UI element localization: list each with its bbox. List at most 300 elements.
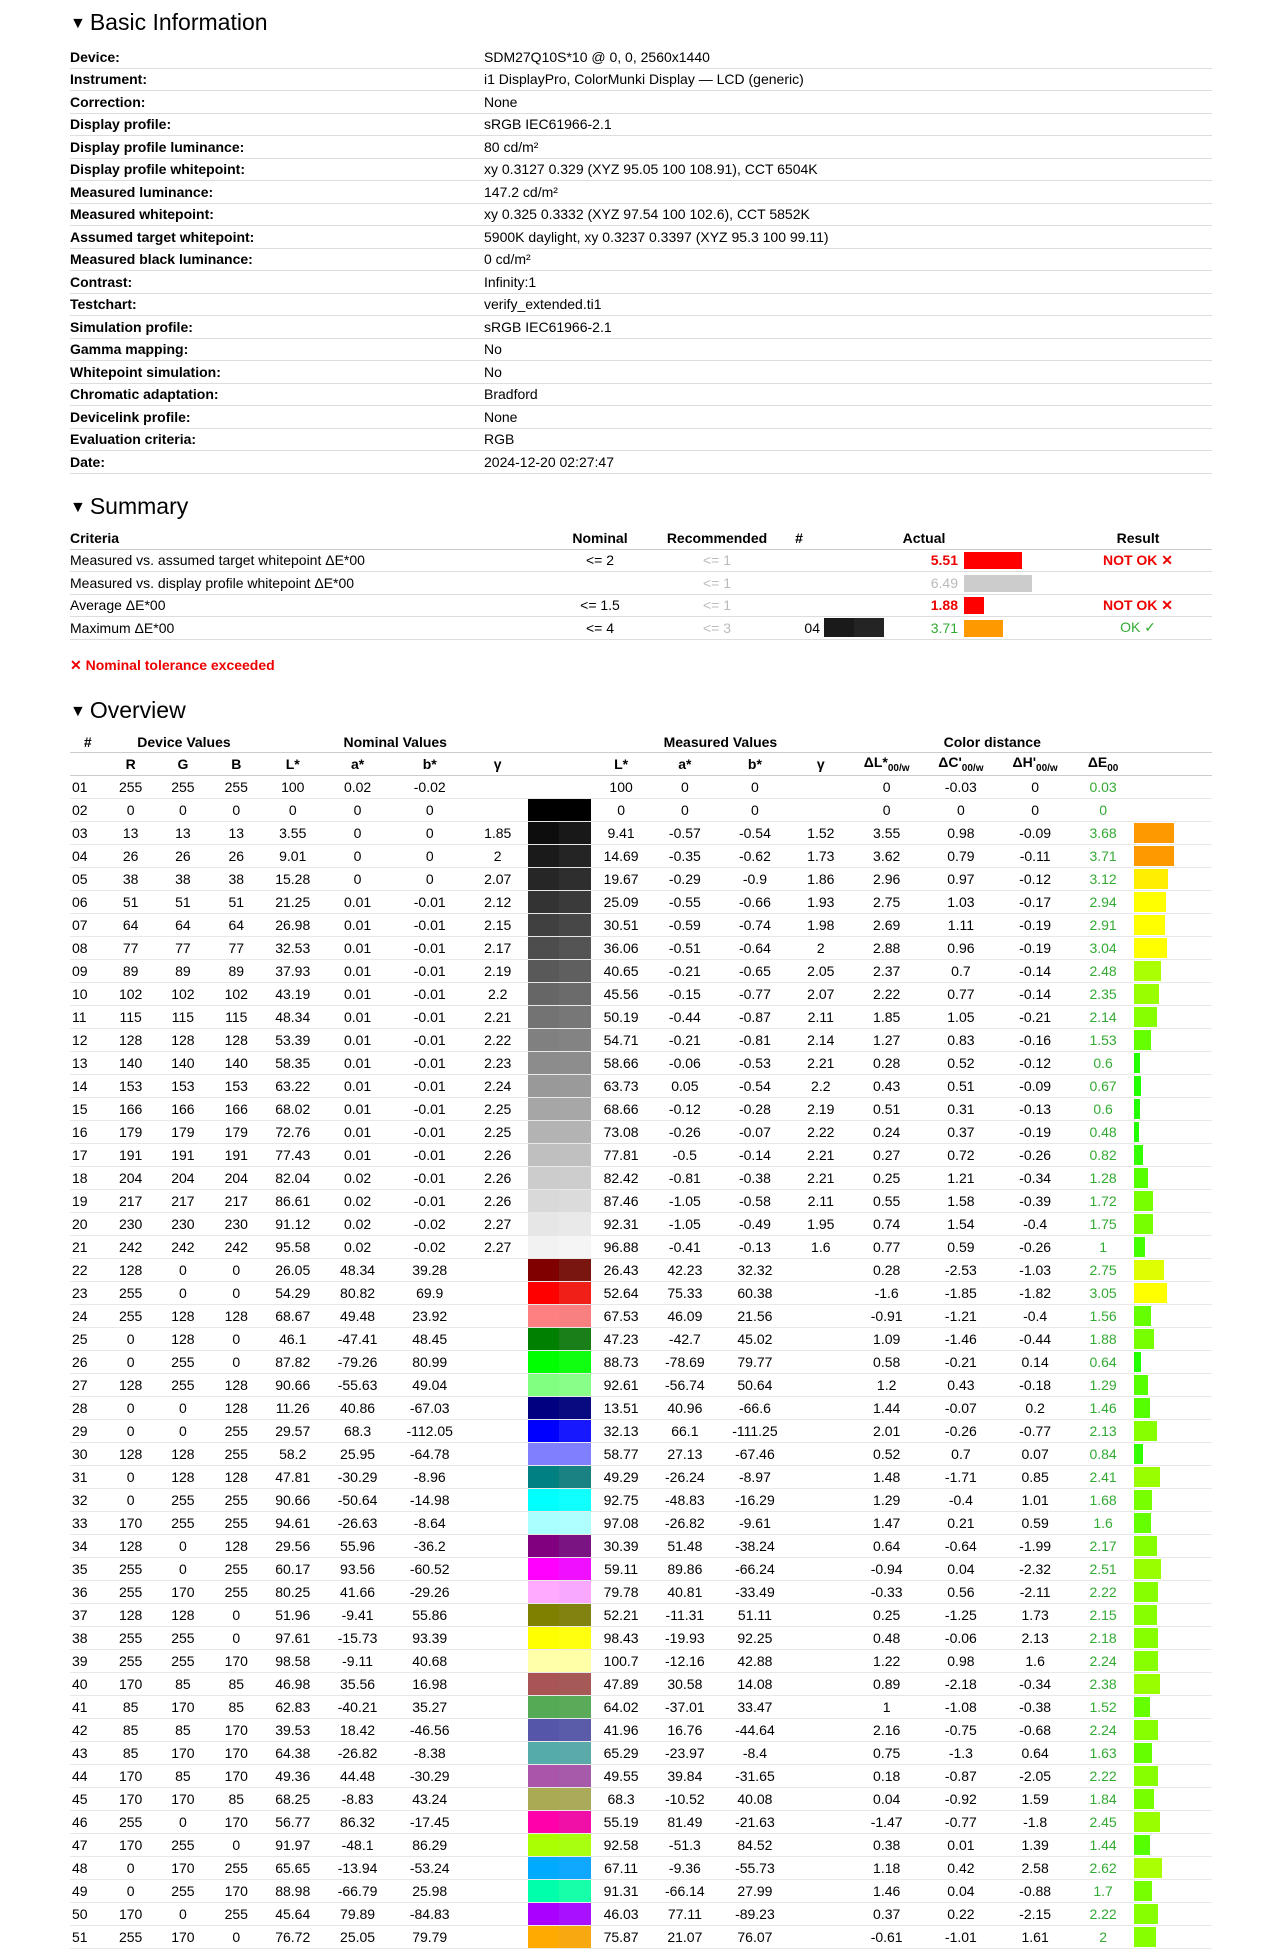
nominal-l: 68.02 xyxy=(262,1097,323,1120)
overview-heading[interactable] xyxy=(70,688,1212,732)
device-g: 0 xyxy=(156,1281,210,1304)
nominal-gamma: 2.15 xyxy=(467,913,528,936)
measured-l: 68.66 xyxy=(591,1097,652,1120)
summary-bar xyxy=(964,620,1003,637)
delta-h: 1.39 xyxy=(999,1833,1072,1856)
delta-e-bar xyxy=(1134,1306,1151,1326)
measured-swatch xyxy=(559,1626,590,1649)
delta-c: 1.11 xyxy=(923,913,998,936)
device-b: 0 xyxy=(210,798,262,821)
delta-e: 3.71 xyxy=(1072,844,1135,867)
collapse-triangle-icon[interactable]: ▼ xyxy=(70,15,86,32)
measured-gamma xyxy=(792,1580,851,1603)
nominal-swatch xyxy=(528,1373,559,1396)
measured-l: 88.73 xyxy=(591,1350,652,1373)
row-num: 32 xyxy=(70,1488,106,1511)
delta-l: 2.01 xyxy=(850,1419,923,1442)
nominal-swatch-patch xyxy=(528,1903,559,1925)
nominal-l: 26.98 xyxy=(262,913,323,936)
row-num: 23 xyxy=(70,1281,106,1304)
device-g: 170 xyxy=(156,1741,210,1764)
nominal-b: -0.01 xyxy=(392,1189,467,1212)
measured-b: 27.99 xyxy=(718,1879,791,1902)
delta-h: 0.14 xyxy=(999,1350,1072,1373)
delta-l: 1 xyxy=(850,1695,923,1718)
device-g: 255 xyxy=(156,1833,210,1856)
measured-a: 21.07 xyxy=(651,1925,718,1948)
nominal-swatch-patch xyxy=(528,845,559,867)
info-row xyxy=(70,46,1212,68)
measured-l: 13.51 xyxy=(591,1396,652,1419)
nominal-a: 0.01 xyxy=(323,1120,392,1143)
delta-e: 2.15 xyxy=(1072,1603,1135,1626)
measured-a: -0.5 xyxy=(651,1143,718,1166)
nominal-gamma: 2.12 xyxy=(467,890,528,913)
nominal-swatch xyxy=(528,1925,559,1948)
delta-c: 0.42 xyxy=(923,1856,998,1879)
summary-bar-cell xyxy=(964,549,1064,572)
overview-row xyxy=(70,1051,1212,1074)
overview-row xyxy=(70,844,1212,867)
delta-e-bar xyxy=(1134,1421,1157,1441)
measured-a: -66.14 xyxy=(651,1879,718,1902)
measured-swatch-patch xyxy=(559,1420,590,1442)
nominal-swatch xyxy=(528,1304,559,1327)
delta-e-bar xyxy=(1134,1904,1158,1924)
device-r: 38 xyxy=(106,867,156,890)
nominal-b: 39.28 xyxy=(392,1258,467,1281)
delta-e-bar xyxy=(1134,1881,1152,1901)
nominal-swatch xyxy=(528,982,559,1005)
delta-e: 3.04 xyxy=(1072,936,1135,959)
delta-e-bar xyxy=(1134,1858,1162,1878)
measured-swatch xyxy=(559,1419,590,1442)
delta-c: -1.08 xyxy=(923,1695,998,1718)
measured-swatch xyxy=(559,1511,590,1534)
row-num: 29 xyxy=(70,1419,106,1442)
measured-swatch-patch xyxy=(559,799,590,821)
measured-swatch xyxy=(559,1327,590,1350)
delta-e-bar xyxy=(1134,1789,1154,1809)
summary-nominal-header: Nominal xyxy=(540,528,660,550)
nominal-swatch xyxy=(528,936,559,959)
device-g: 191 xyxy=(156,1143,210,1166)
nominal-gamma xyxy=(467,1511,528,1534)
delta-e: 0.67 xyxy=(1072,1074,1135,1097)
nominal-swatch xyxy=(528,1005,559,1028)
delta-e-bar-cell xyxy=(1134,1396,1212,1419)
delta-e-bar xyxy=(1134,915,1165,935)
delta-e: 1.84 xyxy=(1072,1787,1135,1810)
sub-header-bar xyxy=(1134,752,1212,775)
device-b: 255 xyxy=(210,1442,262,1465)
nominal-swatch xyxy=(528,1695,559,1718)
device-g: 0 xyxy=(156,1557,210,1580)
delta-h: 2.58 xyxy=(999,1856,1072,1879)
summary-num-header: # xyxy=(774,528,824,550)
basic-information-table xyxy=(70,46,1212,474)
delta-h: -0.38 xyxy=(999,1695,1072,1718)
measured-swatch xyxy=(559,1350,590,1373)
info-value: No xyxy=(484,361,1212,384)
measured-l: 30.39 xyxy=(591,1534,652,1557)
device-r: 242 xyxy=(106,1235,156,1258)
overview-row xyxy=(70,936,1212,959)
measured-a: 81.49 xyxy=(651,1810,718,1833)
delta-c: 1.05 xyxy=(923,1005,998,1028)
device-g: 128 xyxy=(156,1603,210,1626)
nominal-swatch-patch xyxy=(528,1535,559,1557)
delta-h: -0.44 xyxy=(999,1327,1072,1350)
collapse-triangle-icon[interactable]: ▼ xyxy=(70,498,86,516)
delta-e-bar xyxy=(1134,984,1159,1004)
nominal-l: 39.53 xyxy=(262,1718,323,1741)
delta-l: 0.38 xyxy=(850,1833,923,1856)
sub-header-nominal-gamma: γ xyxy=(467,752,528,775)
nominal-l: 11.26 xyxy=(262,1396,323,1419)
measured-swatch-patch xyxy=(559,960,590,982)
info-key: Display profile luminance: xyxy=(70,136,484,159)
info-key: Measured whitepoint: xyxy=(70,203,484,226)
nominal-l: 43.19 xyxy=(262,982,323,1005)
nominal-swatch-patch xyxy=(528,1466,559,1488)
nominal-a: 0.02 xyxy=(323,1166,392,1189)
delta-h: -0.13 xyxy=(999,1097,1072,1120)
device-r: 170 xyxy=(106,1787,156,1810)
delta-e-bar xyxy=(1134,1076,1141,1096)
nominal-swatch-patch xyxy=(528,1627,559,1649)
row-num: 35 xyxy=(70,1557,106,1580)
info-value: xy 0.325 0.3332 (XYZ 97.54 100 102.6), CCT 5852K xyxy=(484,203,1212,226)
measured-a: -26.82 xyxy=(651,1511,718,1534)
delta-e-bar xyxy=(1134,1467,1160,1487)
measured-l: 100.7 xyxy=(591,1649,652,1672)
delta-h: 2.13 xyxy=(999,1626,1072,1649)
measured-a: 0.05 xyxy=(651,1074,718,1097)
measured-gamma xyxy=(792,1465,851,1488)
nominal-tolerance-message: ✕ Nominal tolerance exceeded xyxy=(70,656,275,673)
nominal-swatch xyxy=(528,1327,559,1350)
delta-c: -1.01 xyxy=(923,1925,998,1948)
device-g: 85 xyxy=(156,1672,210,1695)
measured-l: 92.31 xyxy=(591,1212,652,1235)
nominal-a: 0.01 xyxy=(323,1005,392,1028)
nominal-gamma xyxy=(467,1557,528,1580)
measured-gamma xyxy=(792,1534,851,1557)
nominal-swatch-patch xyxy=(528,1489,559,1511)
device-b: 0 xyxy=(210,1350,262,1373)
device-b: 89 xyxy=(210,959,262,982)
nominal-swatch-patch xyxy=(528,1673,559,1695)
measured-a: 89.86 xyxy=(651,1557,718,1580)
measured-swatch-patch xyxy=(559,1880,590,1902)
device-r: 128 xyxy=(106,1603,156,1626)
delta-h: -0.12 xyxy=(999,867,1072,890)
nominal-a: -26.63 xyxy=(323,1511,392,1534)
delta-c: -2.18 xyxy=(923,1672,998,1695)
delta-e-bar-cell xyxy=(1134,1442,1212,1465)
delta-e: 1.56 xyxy=(1072,1304,1135,1327)
measured-b: 21.56 xyxy=(718,1304,791,1327)
device-g: 170 xyxy=(156,1787,210,1810)
nominal-swatch xyxy=(528,1396,559,1419)
delta-h: -0.77 xyxy=(999,1419,1072,1442)
measured-l: 77.81 xyxy=(591,1143,652,1166)
delta-l: 0.25 xyxy=(850,1166,923,1189)
summary-actual: 5.51 xyxy=(884,549,964,572)
device-g: 255 xyxy=(156,1350,210,1373)
delta-c: 0.7 xyxy=(923,959,998,982)
nominal-l: 58.2 xyxy=(262,1442,323,1465)
measured-swatch-patch xyxy=(559,1006,590,1028)
row-num: 18 xyxy=(70,1166,106,1189)
device-g: 255 xyxy=(156,1488,210,1511)
delta-e-bar xyxy=(1134,1444,1143,1464)
delta-l: 0.28 xyxy=(850,1258,923,1281)
delta-e: 1.52 xyxy=(1072,1695,1135,1718)
measured-gamma: 1.98 xyxy=(792,913,851,936)
row-num: 47 xyxy=(70,1833,106,1856)
nominal-a: 0 xyxy=(323,821,392,844)
sub-header-empty xyxy=(70,752,106,775)
delta-e-bar xyxy=(1134,1743,1152,1763)
device-g: 51 xyxy=(156,890,210,913)
overview-row xyxy=(70,1143,1212,1166)
delta-e-bar-cell xyxy=(1134,1327,1212,1350)
nominal-a: 0.01 xyxy=(323,1097,392,1120)
delta-c: 0.31 xyxy=(923,1097,998,1120)
measured-a: -0.21 xyxy=(651,959,718,982)
row-num: 38 xyxy=(70,1626,106,1649)
nominal-a: 48.34 xyxy=(323,1258,392,1281)
info-row xyxy=(70,361,1212,384)
nominal-gamma xyxy=(467,1787,528,1810)
measured-b: -0.49 xyxy=(718,1212,791,1235)
overview-heading-text: Overview xyxy=(89,696,186,723)
measured-a: -51.3 xyxy=(651,1833,718,1856)
row-num: 48 xyxy=(70,1856,106,1879)
device-b: 170 xyxy=(210,1718,262,1741)
device-b: 204 xyxy=(210,1166,262,1189)
measured-swatch xyxy=(559,1028,590,1051)
measured-swatch-patch xyxy=(559,1052,590,1074)
summary-num xyxy=(774,572,824,595)
overview-row xyxy=(70,1741,1212,1764)
delta-l: 2.16 xyxy=(850,1718,923,1741)
device-r: 0 xyxy=(106,1396,156,1419)
measured-a: -37.01 xyxy=(651,1695,718,1718)
delta-l: 2.22 xyxy=(850,982,923,1005)
measured-swatch xyxy=(559,1074,590,1097)
measured-a: 66.1 xyxy=(651,1419,718,1442)
nominal-gamma: 2 xyxy=(467,844,528,867)
device-g: 255 xyxy=(156,1511,210,1534)
delta-h: -0.39 xyxy=(999,1189,1072,1212)
measured-gamma: 1.6 xyxy=(792,1235,851,1258)
summary-swatch-header xyxy=(824,528,884,550)
measured-l: 47.89 xyxy=(591,1672,652,1695)
device-g: 89 xyxy=(156,959,210,982)
info-row xyxy=(70,226,1212,249)
nominal-a: -15.73 xyxy=(323,1626,392,1649)
row-num: 13 xyxy=(70,1051,106,1074)
measured-gamma: 1.93 xyxy=(792,890,851,913)
measured-gamma: 2.11 xyxy=(792,1005,851,1028)
bar-header xyxy=(1134,732,1212,753)
summary-bar xyxy=(964,552,1022,569)
measured-a: -23.97 xyxy=(651,1741,718,1764)
measured-swatch-patch xyxy=(559,1604,590,1626)
measured-gamma: 2.07 xyxy=(792,982,851,1005)
measured-swatch-patch xyxy=(559,1029,590,1051)
nominal-swatch-patch xyxy=(528,799,559,821)
overview-row xyxy=(70,913,1212,936)
measured-gamma: 1.86 xyxy=(792,867,851,890)
nominal-swatch xyxy=(528,1787,559,1810)
nominal-swatch xyxy=(528,775,559,798)
device-b: 0 xyxy=(210,1925,262,1948)
measured-gamma: 1.73 xyxy=(792,844,851,867)
delta-l: 0.28 xyxy=(850,1051,923,1074)
device-r: 153 xyxy=(106,1074,156,1097)
device-g: 255 xyxy=(156,1373,210,1396)
delta-e: 2.18 xyxy=(1072,1626,1135,1649)
measured-b: -0.77 xyxy=(718,982,791,1005)
nominal-l: 88.98 xyxy=(262,1879,323,1902)
nominal-a: -79.26 xyxy=(323,1350,392,1373)
device-g: 0 xyxy=(156,798,210,821)
measured-b: -66.24 xyxy=(718,1557,791,1580)
delta-e-bar-cell xyxy=(1134,1097,1212,1120)
measured-l: 50.19 xyxy=(591,1005,652,1028)
device-g: 255 xyxy=(156,1626,210,1649)
delta-l: 1.27 xyxy=(850,1028,923,1051)
delta-c: 0.98 xyxy=(923,1649,998,1672)
measured-a: 46.09 xyxy=(651,1304,718,1327)
nominal-a: -48.1 xyxy=(323,1833,392,1856)
nominal-l: 45.64 xyxy=(262,1902,323,1925)
delta-e-bar-cell xyxy=(1134,1856,1212,1879)
nominal-a: -50.64 xyxy=(323,1488,392,1511)
measured-swatch-patch xyxy=(559,1627,590,1649)
overview-row xyxy=(70,1189,1212,1212)
measured-swatch xyxy=(559,1856,590,1879)
measured-gamma xyxy=(792,1695,851,1718)
row-num: 49 xyxy=(70,1879,106,1902)
measured-a: -0.59 xyxy=(651,913,718,936)
summary-actual: 1.88 xyxy=(884,594,964,617)
delta-e: 1 xyxy=(1072,1235,1135,1258)
overview-row xyxy=(70,1396,1212,1419)
nominal-l: 91.97 xyxy=(262,1833,323,1856)
basic-information-heading[interactable] xyxy=(70,0,1212,44)
delta-c: 0.98 xyxy=(923,821,998,844)
device-g: 128 xyxy=(156,1465,210,1488)
measured-b: -66.6 xyxy=(718,1396,791,1419)
delta-e-bar-cell xyxy=(1134,1511,1212,1534)
nominal-swatch xyxy=(528,1741,559,1764)
nominal-b: 86.29 xyxy=(392,1833,467,1856)
device-r: 170 xyxy=(106,1511,156,1534)
delta-c: -0.26 xyxy=(923,1419,998,1442)
delta-e: 1.44 xyxy=(1072,1833,1135,1856)
measured-b: -0.38 xyxy=(718,1166,791,1189)
delta-e: 2.24 xyxy=(1072,1649,1135,1672)
nominal-b: -30.29 xyxy=(392,1764,467,1787)
measured-a: -1.05 xyxy=(651,1212,718,1235)
overview-row xyxy=(70,890,1212,913)
measured-l: 65.29 xyxy=(591,1741,652,1764)
device-r: 255 xyxy=(106,1649,156,1672)
measured-swatch-patch xyxy=(559,1834,590,1856)
nominal-gamma xyxy=(467,1396,528,1419)
measured-l: 92.58 xyxy=(591,1833,652,1856)
nominal-gamma xyxy=(467,1764,528,1787)
nominal-swatch xyxy=(528,1718,559,1741)
delta-e-bar-cell xyxy=(1134,1626,1212,1649)
delta-l: 0.74 xyxy=(850,1212,923,1235)
measured-b: -0.74 xyxy=(718,913,791,936)
row-num: 39 xyxy=(70,1649,106,1672)
delta-h: -0.11 xyxy=(999,844,1072,867)
measured-swatch-patch xyxy=(559,1765,590,1787)
delta-l: 2.88 xyxy=(850,936,923,959)
delta-l: -0.94 xyxy=(850,1557,923,1580)
device-g: 0 xyxy=(156,1534,210,1557)
measured-swatch xyxy=(559,1143,590,1166)
delta-h: -0.68 xyxy=(999,1718,1072,1741)
info-key: Testchart: xyxy=(70,293,484,316)
delta-e: 3.68 xyxy=(1072,821,1135,844)
summary-heading[interactable] xyxy=(70,484,1212,528)
delta-e-bar-cell xyxy=(1134,1488,1212,1511)
nominal-a: -55.63 xyxy=(323,1373,392,1396)
delta-e-bar-cell xyxy=(1134,1764,1212,1787)
delta-c: -0.4 xyxy=(923,1488,998,1511)
measured-swatch-patch xyxy=(559,1075,590,1097)
nominal-swatch-patch xyxy=(528,1788,559,1810)
measured-gamma xyxy=(792,1488,851,1511)
measured-gamma: 2.14 xyxy=(792,1028,851,1051)
measured-swatch xyxy=(559,1304,590,1327)
delta-e-bar-cell xyxy=(1134,1741,1212,1764)
device-r: 166 xyxy=(106,1097,156,1120)
overview-row xyxy=(70,798,1212,821)
measured-a: 51.48 xyxy=(651,1534,718,1557)
nominal-b: -60.52 xyxy=(392,1557,467,1580)
summary-row xyxy=(70,594,1212,617)
device-g: 115 xyxy=(156,1005,210,1028)
row-num: 27 xyxy=(70,1373,106,1396)
measured-l: 97.08 xyxy=(591,1511,652,1534)
device-g: 85 xyxy=(156,1764,210,1787)
measured-a: -9.36 xyxy=(651,1856,718,1879)
nominal-gamma xyxy=(467,1327,528,1350)
measured-a: -1.05 xyxy=(651,1189,718,1212)
delta-c: -0.03 xyxy=(923,775,998,798)
collapse-triangle-icon[interactable]: ▼ xyxy=(70,702,86,720)
delta-e: 0.64 xyxy=(1072,1350,1135,1373)
nominal-a: -8.83 xyxy=(323,1787,392,1810)
row-num: 01 xyxy=(70,775,106,798)
device-b: 38 xyxy=(210,867,262,890)
nominal-swatch-patch xyxy=(528,1397,559,1419)
sub-header-measured-a: a* xyxy=(651,752,718,775)
nominal-gamma xyxy=(467,1902,528,1925)
nominal-b: 0 xyxy=(392,844,467,867)
summary-recommended: <= 1 xyxy=(660,549,774,572)
delta-e: 1.46 xyxy=(1072,1396,1135,1419)
